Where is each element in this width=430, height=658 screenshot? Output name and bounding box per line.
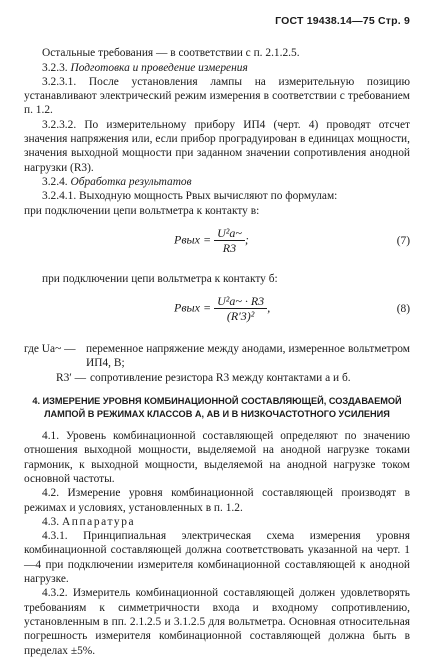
formula-fraction bbox=[214, 226, 245, 256]
paragraph-case-contact-v: при подключении цепи вольтметра к контакту в: bbox=[24, 204, 260, 217]
paragraph-4-2: 4.2. Измерение уровня комбинационной составляющей производят в режимах и условиях, установленных в п. 1.2. bbox=[24, 487, 410, 514]
subsection-number: 3.2.3. bbox=[42, 61, 68, 74]
section-4-heading: 4. ИЗМЕРЕНИЕ УРОВНЯ КОМБИНАЦИОННОЙ СОСТАВЛЯЮЩЕЙ, СОЗДАВАЕМОЙ ЛАМПОЙ В РЕЖИМАХ КЛАССОВ А, АВ И В НИЗКОЧАСТОТНОГО УСИЛЕНИЯ bbox=[32, 396, 402, 420]
subsection-number: 3.2.4. bbox=[42, 175, 68, 188]
formula-numerator: U²a~ · R3 bbox=[214, 294, 267, 309]
subsection-number: 4.3. bbox=[42, 515, 60, 528]
formula-punct: , bbox=[267, 300, 271, 315]
legend-symbol: R3′ — bbox=[55, 371, 86, 384]
subsection-title: Обработка результатов bbox=[70, 175, 192, 188]
formula-lhs: Pвых = bbox=[174, 300, 212, 315]
paragraph-3-2-4-1: 3.2.4.1. Выходную мощность Pвых вычисляют по формулам: bbox=[42, 190, 338, 203]
subsection-title: Аппаратура bbox=[61, 515, 136, 528]
legend-row bbox=[24, 342, 410, 371]
legend-description: сопротивление резистора R3 между контактами а и б. bbox=[90, 371, 351, 384]
legend-description: переменное напряжение между анодами, измеренное вольтметром ИП4, В; bbox=[86, 343, 410, 370]
formula-8 bbox=[24, 290, 410, 336]
page-header: ГОСТ 19438.14—75 Стр. 9 bbox=[275, 15, 410, 27]
subsection-4-3 bbox=[24, 515, 410, 529]
subsection-3-2-3 bbox=[24, 61, 410, 75]
paragraph-3-2-3-2: 3.2.3.2. По измерительному прибору ИП4 (черт. 4) проводят отсчет значения напряжения или, если прибор проградуирован в единицах мощности, значения выходной мощности при заданном значении сопротивления анодной нагрузки (R3). bbox=[24, 118, 410, 174]
formula-number: (7) bbox=[396, 234, 410, 247]
legend-row bbox=[24, 371, 410, 385]
legend-symbol: где Ua~ — bbox=[24, 343, 76, 356]
paragraph-case-contact-b: при подключении цепи вольтметра к контакту б: bbox=[42, 272, 278, 285]
formula-denominator: R3 bbox=[222, 241, 237, 256]
subsection-title: Подготовка и проведение измерения bbox=[70, 61, 248, 74]
formula-lhs: Pвых = bbox=[174, 232, 212, 247]
document-page bbox=[24, 14, 410, 658]
paragraph-4-1: 4.1. Уровень комбинационной составляющей определяют по значению отношения выходной мощности, выделяемой на анодной нагрузке токами гармоник, к выходной мощности, выделяемой на анодной нагрузке током основной частоты. bbox=[24, 430, 410, 485]
paragraph-3-2-3-1: 3.2.3.1. После установления лампы на измерительную позицию устанавливают электрический режим измерения в соответствии с требованием п. 1.2. bbox=[24, 75, 410, 117]
paragraph-4-3-1: 4.3.1. Принципиальная электрическая схема измерения уровня комбинационной составляющей должна соответствовать указанной на черт. 1—4 при подключении измерителя комбинационной составляющей к анодной нагрузке. bbox=[24, 530, 410, 586]
formula-numerator: U²a~ bbox=[214, 226, 245, 241]
paragraph-4-3-2: 4.3.2. Измеритель комбинационной составляющей должен удовлетворять требованиям к симметричности входа и входному сопротивлению, установленным в пп. 2.1.2.5 и 3.1.2.5 для вольтметра. Основная относительная погрешность измерителя комбинационной составляющей должна быть в пределах ±5%. bbox=[24, 587, 410, 657]
formula-fraction bbox=[214, 294, 267, 324]
symbol-legend bbox=[24, 342, 410, 385]
subsection-3-2-4 bbox=[24, 175, 410, 189]
formula-number: (8) bbox=[396, 303, 410, 316]
formula-denominator: (R′3)² bbox=[226, 309, 255, 324]
formula-punct: ; bbox=[244, 232, 249, 247]
paragraph-other-requirements: Остальные требования — в соответствии с п. 2.1.2.5. bbox=[42, 47, 300, 60]
formula-7 bbox=[24, 222, 410, 268]
